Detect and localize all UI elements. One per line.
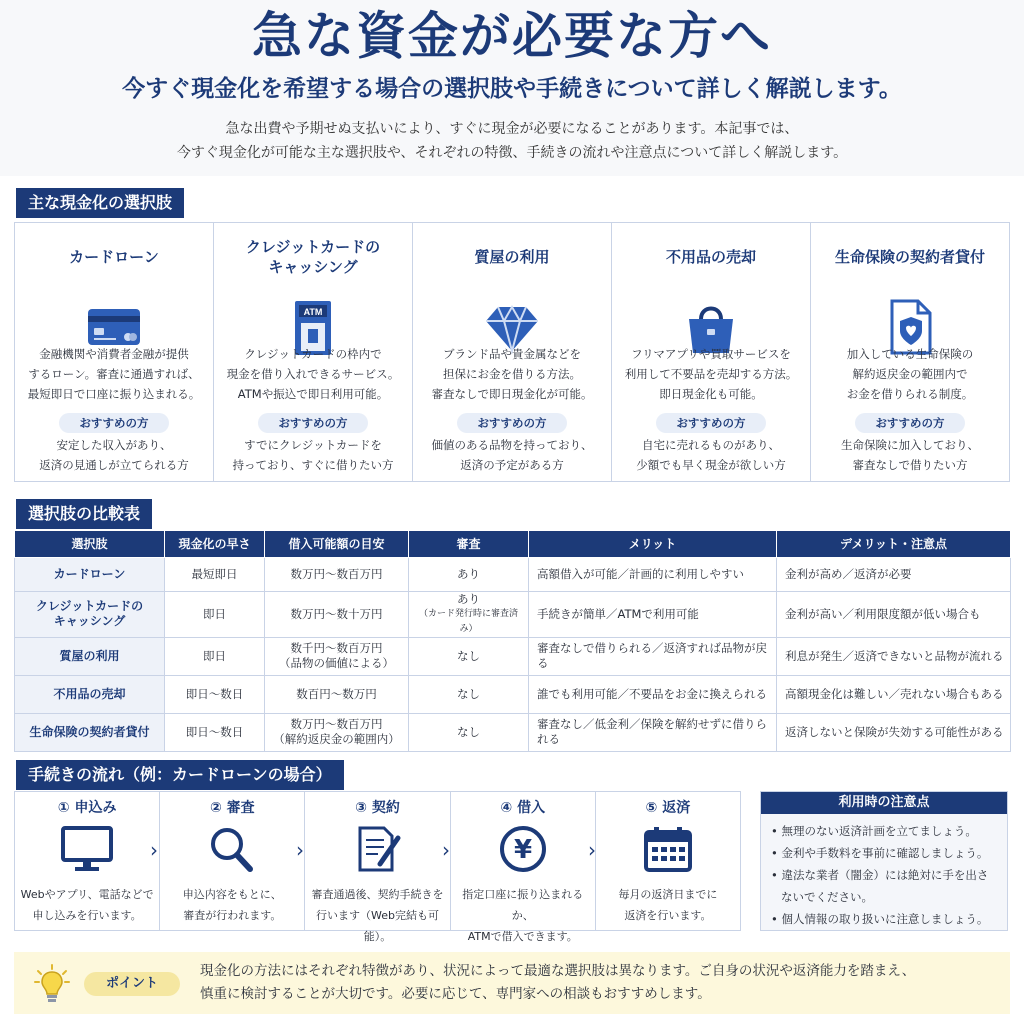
option-card-target: 自宅に売れるものがあり、 少額でも早く現金が欲しい方 [636,438,786,472]
options-section-title: 主な現金化の選択肢 [16,188,184,218]
recommend-badge: おすすめの方 [59,413,169,433]
option-card-target: 価値のある品物を持っており、 返済の予定がある方 [431,438,593,472]
cell-demerit: 高額現金化は難しい／売れない場合もある [777,675,1011,713]
chevron-right-icon: › [442,838,450,862]
table-row [15,713,1011,751]
cell-amount [265,637,409,675]
table-header: デメリット・注意点 [777,531,1011,557]
cell-review: なし [409,637,529,675]
page-subtitle: 今すぐ現金化を希望する場合の選択肢や手続きについて詳しく解説します。 [122,76,902,102]
comparison-table [14,531,1011,752]
notes-item: • 個人情報の取り扱いに注意しましょう。 [771,912,989,926]
option-card-insurance-loan[interactable] [811,223,1009,481]
flow-step-apply [15,792,160,930]
contract-pen-icon [350,824,406,874]
table-header: 現金化の早さ [165,531,265,557]
point-text: 現金化の方法にはそれぞれ特徴があり、状況によって最適な選択肢は異なります。ご自身の状況や返済能力を踏まえ、 慎重に検討することが大切です。必要に応じて、専門家への相談もおすすめします。 [200,963,916,1002]
recommend-badge: おすすめの方 [457,413,567,433]
cell-review: なし [409,713,529,751]
table-row [15,675,1011,713]
yen-icon [495,824,551,874]
table-header: メリット [529,531,777,557]
point-badge: ポイント [84,972,180,996]
cell-amount-value: 数百円～数万円 [296,686,377,701]
notes-list [761,814,1007,936]
notes-item: • 金利や手数料を事前に確認しましょう。 [771,846,989,860]
step-description: 指定口座に振り込まれるか、 ATMで借入できます。 [462,888,584,943]
cell-merit: 審査なしで借りられる／返済すれば品物が戻る [529,637,777,675]
monitor-icon [59,824,115,874]
table-row [15,591,1011,637]
notes-item: • 違法な業者（闇金）には絶対に手を出さないでください。 [771,868,989,904]
step-description: 申込内容をもとに、 審査が行われます。 [182,888,282,922]
flow-step-contract [305,792,450,943]
cell-demerit: 金利が高い／利用限度額が低い場合も [777,591,1011,637]
row-label: クレジットカードの キャッシング [15,591,165,637]
cell-speed: 即日 [165,591,265,637]
option-card-description: 金融機関や消費者金融が提供 するローン。審査に通過すれば、 最短即日で口座に振り込まれる。 [27,347,201,401]
recommend-badge: おすすめの方 [258,413,368,433]
step-title: ② 審査 [209,800,255,816]
options-cards [14,222,1010,482]
flow-section-title: 手続きの流れ（例：カードローンの場合） [16,760,344,790]
table-row [15,637,1011,675]
cell-review-note: （カード発行時に審査済み） [418,608,518,634]
option-card-target: 安定した収入があり、 返済の見通しが立てられる方 [39,438,189,472]
step-description: Webやアプリ、電話などで 申し込みを行います。 [20,888,154,922]
step-description: 審査通過後、契約手続きを 行います（Web完結も可能）。 [311,888,444,943]
option-card-card-loan[interactable] [15,223,214,481]
cell-demerit: 返済しないと保険が失効する可能性がある [777,713,1011,751]
svg-text:¥: ¥ [513,835,532,865]
comparison-section-title: 選択肢の比較表 [16,499,152,529]
calendar-icon [640,824,696,874]
option-card-description: フリマアプリや買取サービスを 利用して不要品を売却する方法。 即日現金化も可能。 [624,347,798,401]
cell-review [409,591,529,637]
cell-amount [265,713,409,751]
cell-review-value: あり [457,591,480,606]
intro-text-line1: 急な出費や予期せぬ支払いにより、すぐに現金が必要になることがあります。本記事では、 [225,121,799,137]
cell-merit: 誰でも利用可能／不要品をお金に換えられる [529,675,777,713]
intro-text-line2: 今すぐ現金化が可能な主な選択肢や、それぞれの特徴、手続きの流れや注意点について詳しく解説します。 [176,145,848,161]
cell-merit: 審査なし／低金利／保険を解約せずに借りられる [529,713,777,751]
point-box [14,952,1010,1014]
chevron-right-icon: › [150,838,158,862]
table-header-row [15,531,1011,557]
recommend-badge: おすすめの方 [855,413,965,433]
notes-title: 利用時の注意点 [761,792,1007,814]
cell-amount [265,557,409,591]
lightbulb-icon [34,964,70,1004]
option-card-sell-items[interactable] [612,223,811,481]
option-card-description: 加入している生命保険の 解約返戻金の範囲内で お金を借りられる制度。 [846,347,974,401]
magnifier-icon [204,824,260,874]
option-card-title: 不用品の売却 [665,248,756,266]
cell-review: なし [409,675,529,713]
cell-speed: 即日 [165,637,265,675]
option-card-credit-cashing[interactable] [214,223,413,481]
cell-amount-value: 数万円～数百万円 [290,717,383,731]
chevron-right-icon: › [588,838,596,862]
recommend-badge: おすすめの方 [656,413,766,433]
option-card-description: ブランド品や貴金属などを 担保にお金を借りる方法。 審査なしで即日現金化が可能。 [431,347,593,401]
cell-demerit: 利息が発生／返済できないと品物が流れる [777,637,1011,675]
svg-text:ATM: ATM [303,307,323,317]
flow-step-review [160,792,305,930]
page-title: 急な資金が必要な方へ [252,7,772,65]
table-header: 借入可能額の目安 [265,531,409,557]
option-card-target: すでにクレジットカードを 持っており、すぐに借りたい方 [232,438,394,472]
step-title: ⑤ 返済 [645,800,691,816]
row-label: 不用品の売却 [15,675,165,713]
option-card-title: 質屋の利用 [474,248,550,266]
header [0,0,1024,176]
table-header: 審査 [409,531,529,557]
step-title: ① 申込み [57,800,117,816]
cell-merit: 手続きが簡単／ATMで利用可能 [529,591,777,637]
option-card-pawnshop[interactable] [413,223,612,481]
cell-amount-note: （品物の価値による） [279,656,394,670]
row-label: 質屋の利用 [15,637,165,675]
option-card-title: クレジットカードの キャッシング [245,238,381,276]
cell-amount-note: （解約返戻金の範囲内） [273,732,400,746]
notes-item: • 無理のない返済計画を立てましょう。 [771,824,977,838]
step-description: 毎月の返済日までに 返済を行います。 [618,888,718,922]
cell-speed: 即日～数日 [165,675,265,713]
cell-demerit: 金利が高め／返済が必要 [777,557,1011,591]
option-card-title: 生命保険の契約者貸付 [834,248,985,266]
cell-amount [265,675,409,713]
step-title: ④ 借入 [500,800,546,816]
row-label: 生命保険の契約者貸付 [15,713,165,751]
flow-step-repay [596,792,740,930]
cell-amount-value: 数万円～数百万円 [290,566,383,581]
flow-step-borrow [451,792,596,943]
cell-speed: 即日～数日 [165,713,265,751]
option-card-target: 生命保険に加入しており、 審査なしで借りたい方 [841,438,979,472]
table-row [15,557,1011,591]
cell-amount-value: 数万円～数十万円 [290,606,383,621]
step-title: ③ 契約 [355,800,400,816]
notes-box [760,791,1008,931]
option-card-title: カードローン [69,248,159,266]
table-header: 選択肢 [15,531,165,557]
cell-speed: 最短即日 [165,557,265,591]
cell-amount [265,591,409,637]
procedure-flow [14,791,741,943]
cell-review: あり [409,557,529,591]
chevron-right-icon: › [296,838,304,862]
cell-merit: 高額借入が可能／計画的に利用しやすい [529,557,777,591]
row-label: カードローン [15,557,165,591]
cell-amount-value: 数千円～数百万円 [290,641,383,655]
option-card-description: クレジットカードの枠内で 現金を借り入れできるサービス。 ATMや振込で即日利用可能。 [226,347,400,401]
